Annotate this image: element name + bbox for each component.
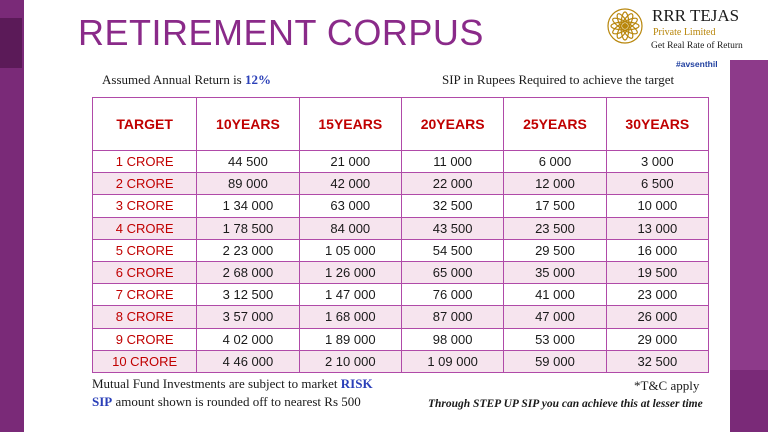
mandala-emblem-icon (603, 4, 647, 52)
rounding-note (92, 394, 361, 410)
table-row (93, 173, 709, 195)
target-cell: 9 CRORE (93, 328, 197, 350)
right-decor-accent (730, 60, 768, 370)
target-cell: 2 CRORE (93, 173, 197, 195)
table-cell: 3 57 000 (197, 306, 299, 328)
page-title: RETIREMENT CORPUS (78, 12, 484, 53)
table-cell: 98 000 (401, 328, 503, 350)
assumed-return-label: Assumed Annual Return is (102, 72, 245, 87)
header-25-years: 25YEARS (504, 98, 606, 151)
table-row (93, 284, 709, 306)
target-cell: 6 CRORE (93, 261, 197, 283)
table-cell: 11 000 (401, 151, 503, 173)
table-cell: 2 10 000 (299, 350, 401, 372)
table-cell: 4 02 000 (197, 328, 299, 350)
table-row (93, 217, 709, 239)
table-cell: 1 68 000 (299, 306, 401, 328)
table-cell: 16 000 (606, 239, 708, 261)
table-row (93, 239, 709, 261)
table-cell: 12 000 (504, 173, 606, 195)
table-row (93, 151, 709, 173)
logo-tagline: Get Real Rate of Return (651, 41, 743, 51)
header-10-years: 10YEARS (197, 98, 299, 151)
table-row (93, 306, 709, 328)
table-header-row (93, 98, 709, 151)
assumed-return-rate: 12% (245, 72, 271, 87)
table-cell: 1 05 000 (299, 239, 401, 261)
table-cell: 65 000 (401, 261, 503, 283)
header-target: TARGET (93, 98, 197, 151)
retirement-corpus-table (92, 97, 709, 373)
table-cell: 1 34 000 (197, 195, 299, 217)
logo-subtitle: Private Limited (653, 27, 716, 38)
table-cell: 22 000 (401, 173, 503, 195)
table-cell: 47 000 (504, 306, 606, 328)
table-cell: 32 500 (401, 195, 503, 217)
table-row (93, 350, 709, 372)
table-row (93, 195, 709, 217)
table-cell: 4 46 000 (197, 350, 299, 372)
table-cell: 1 47 000 (299, 284, 401, 306)
table-cell: 10 000 (606, 195, 708, 217)
table-cell: 87 000 (401, 306, 503, 328)
target-cell: 4 CRORE (93, 217, 197, 239)
risk-word: RISK (340, 376, 373, 391)
table-cell: 29 000 (606, 328, 708, 350)
target-cell: 7 CRORE (93, 284, 197, 306)
sip-required-note: SIP in Rupees Required to achieve the target (442, 72, 675, 87)
right-edge-strip (720, 0, 730, 432)
risk-disclaimer-text: Mutual Fund Investments are subject to market (92, 376, 341, 391)
target-cell: 8 CRORE (93, 306, 197, 328)
right-decor-bar (730, 0, 768, 432)
step-up-note: Through STEP UP SIP you can achieve this at lesser time (428, 398, 703, 410)
table-cell: 6 500 (606, 173, 708, 195)
table-cell: 1 78 500 (197, 217, 299, 239)
target-cell: 10 CRORE (93, 350, 197, 372)
table-cell: 2 23 000 (197, 239, 299, 261)
table-cell: 29 500 (504, 239, 606, 261)
table-cell: 42 000 (299, 173, 401, 195)
table-cell: 13 000 (606, 217, 708, 239)
left-decor-accent (0, 18, 22, 68)
header-30-years: 30YEARS (606, 98, 708, 151)
table-cell: 44 500 (197, 151, 299, 173)
table-cell: 2 68 000 (197, 261, 299, 283)
table-cell: 41 000 (504, 284, 606, 306)
table-cell: 89 000 (197, 173, 299, 195)
table-cell: 3 000 (606, 151, 708, 173)
sip-word: SIP (92, 394, 113, 409)
terms-note: *T&C apply (634, 378, 700, 393)
table-cell: 59 000 (504, 350, 606, 372)
table-cell: 43 500 (401, 217, 503, 239)
table-cell: 6 000 (504, 151, 606, 173)
table-cell: 21 000 (299, 151, 401, 173)
rounding-note-text: amount shown is rounded off to nearest Rs 500 (112, 394, 361, 409)
left-decor-bar (0, 0, 24, 432)
table-cell: 1 89 000 (299, 328, 401, 350)
table-cell: 54 500 (401, 239, 503, 261)
table-cell: 63 000 (299, 195, 401, 217)
table-cell: 84 000 (299, 217, 401, 239)
table-cell: 35 000 (504, 261, 606, 283)
table-cell: 19 500 (606, 261, 708, 283)
table-cell: 32 500 (606, 350, 708, 372)
table-cell: 1 26 000 (299, 261, 401, 283)
assumed-return-note (102, 72, 271, 88)
table-cell: 23 000 (606, 284, 708, 306)
table-cell: 26 000 (606, 306, 708, 328)
table-cell: 17 500 (504, 195, 606, 217)
target-cell: 3 CRORE (93, 195, 197, 217)
table-cell: 76 000 (401, 284, 503, 306)
table-cell: 23 500 (504, 217, 606, 239)
header-15-years: 15YEARS (299, 98, 401, 151)
table-cell: 1 09 000 (401, 350, 503, 372)
table-cell: 53 000 (504, 328, 606, 350)
table-cell: 3 12 500 (197, 284, 299, 306)
target-cell: 5 CRORE (93, 239, 197, 261)
table-row (93, 328, 709, 350)
header-20-years: 20YEARS (401, 98, 503, 151)
target-cell: 1 CRORE (93, 151, 197, 173)
table-row (93, 261, 709, 283)
hashtag: #avsenthil (676, 59, 718, 69)
risk-disclaimer (92, 376, 373, 392)
logo-name: RRR TEJAS (652, 6, 740, 25)
